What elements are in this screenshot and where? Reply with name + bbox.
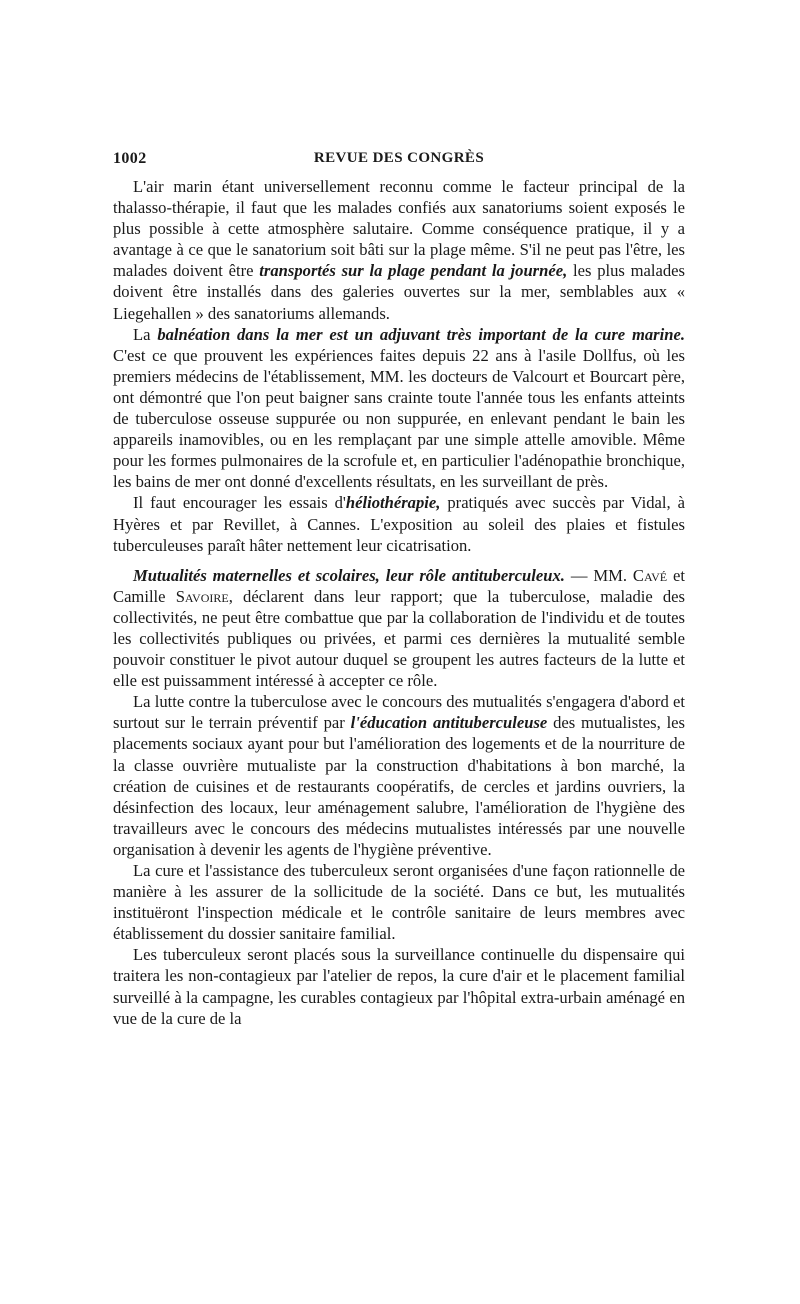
running-head — [113, 150, 685, 176]
paragraph-sea-bathing: La balnéation dans la mer est un adjuvant très important de la cure marine. C'est ce que prouvent les expériences faites depuis 22 ans à l'asile Dollfus, où les premiers médecins de l'établissement, MM. les docteurs de Valcourt et Bourcart père, ont démontré que l'on peut baigner sans crainte toute l'année tous les enfants atteints de tuberculose osseuse suppurée ou non suppurée, en enlevant pendant le bain les appareils inamovibles, ou en les remplaçant par une simple attelle amovible. Même pour les formes pulmonaires de la scrofule et, en particulier l'adénopathie bronchique, les bains de mer ont donné d'excellents résultats, en les surveillant de près. — [113, 324, 685, 492]
page-number: 1002 — [113, 150, 147, 167]
body-text — [113, 176, 685, 1029]
journal-title: REVUE DES CONGRÈS — [313, 150, 485, 166]
paragraph-prevention: La lutte contre la tuberculose avec le concours des mutualités s'engagera d'abord et surtout sur le terrain préventif par l'éducation antituberculeuse des mutualistes, les placements sociaux ayant pour but l'amélioration des logements et de la nourriture de la classe ouvrière mutualiste par la construction d'habitations à bon marché, la création de cuisines et de restaurants coopératifs, de cercles et jardins ouvriers, la désinfection des locaux, leur aménagement salubre, l'amélioration de l'hygiène des travailleurs avec le concours des médecins mutualistes intéressés par une nouvelle organisation à devenir les agents de l'hygiène préventive. — [113, 692, 686, 859]
paragraph-dispensaire: Les tuberculeux seront placés sous la surveillance continuelle du dispensaire qui traitera les non-contagieux par l'atelier de repos, la cure d'air et le placement familial surveillé à la campagne, les curables contagieux par l'hôpital extra-urbain aménagé en vue de la cure de la — [113, 945, 685, 1028]
book-page — [113, 150, 685, 1029]
paragraph-heliotherapy: Il faut encourager les essais d'héliothérapie, pratiqués avec succès par Vidal, à Hyères et par Revillet, à Cannes. L'exposition au soleil des plaies et fistules tuberculeuses paraît hâter nettement leur cicatrisation. — [113, 493, 686, 555]
paragraph-mutualites: Mutualités maternelles et scolaires, leur rôle antituberculeux. — MM. Cavé et Camille Savoire, déclarent dans leur rapport; que la tuberculose, maladie des collectivités, ne peut être combattue que par la collaboration de l'individu et de toutes les collectivités publiques ou privées, et parmi ces dernières la mutualité semble pouvoir constituer le pivot autour duquel se groupent les autres facteurs de la lutte et elle est puissamment intéressé à accepter ce rôle. — [113, 565, 685, 691]
paragraph-sea-air: L'air marin étant universellement reconnu comme le facteur principal de la thalasso-thérapie, il faut que les malades confiés aux sanatoriums soient exposés le plus possible à cette atmosphère salutaire. Comme conséquence pratique, il y a avantage à ce que le sanatorium soit bâti sur la plage même. S'il ne peut pas l'être, les malades doivent être transportés sur la plage pendant la journée, les plus malades doivent être installés dans des galeries ouvertes sur la mer, semblables aux « Liegehallen » des sanatoriums allemands. — [113, 177, 685, 323]
paragraph-assistance: La cure et l'assistance des tuberculeux seront organisées d'une façon rationnelle de manière à les assurer de la sollicitude de la société. Dans ce but, les mutualités instituëront l'inspection médicale et le contrôle sanitaire de leurs membres avec établissement du dossier sanitaire familial. — [113, 861, 685, 944]
